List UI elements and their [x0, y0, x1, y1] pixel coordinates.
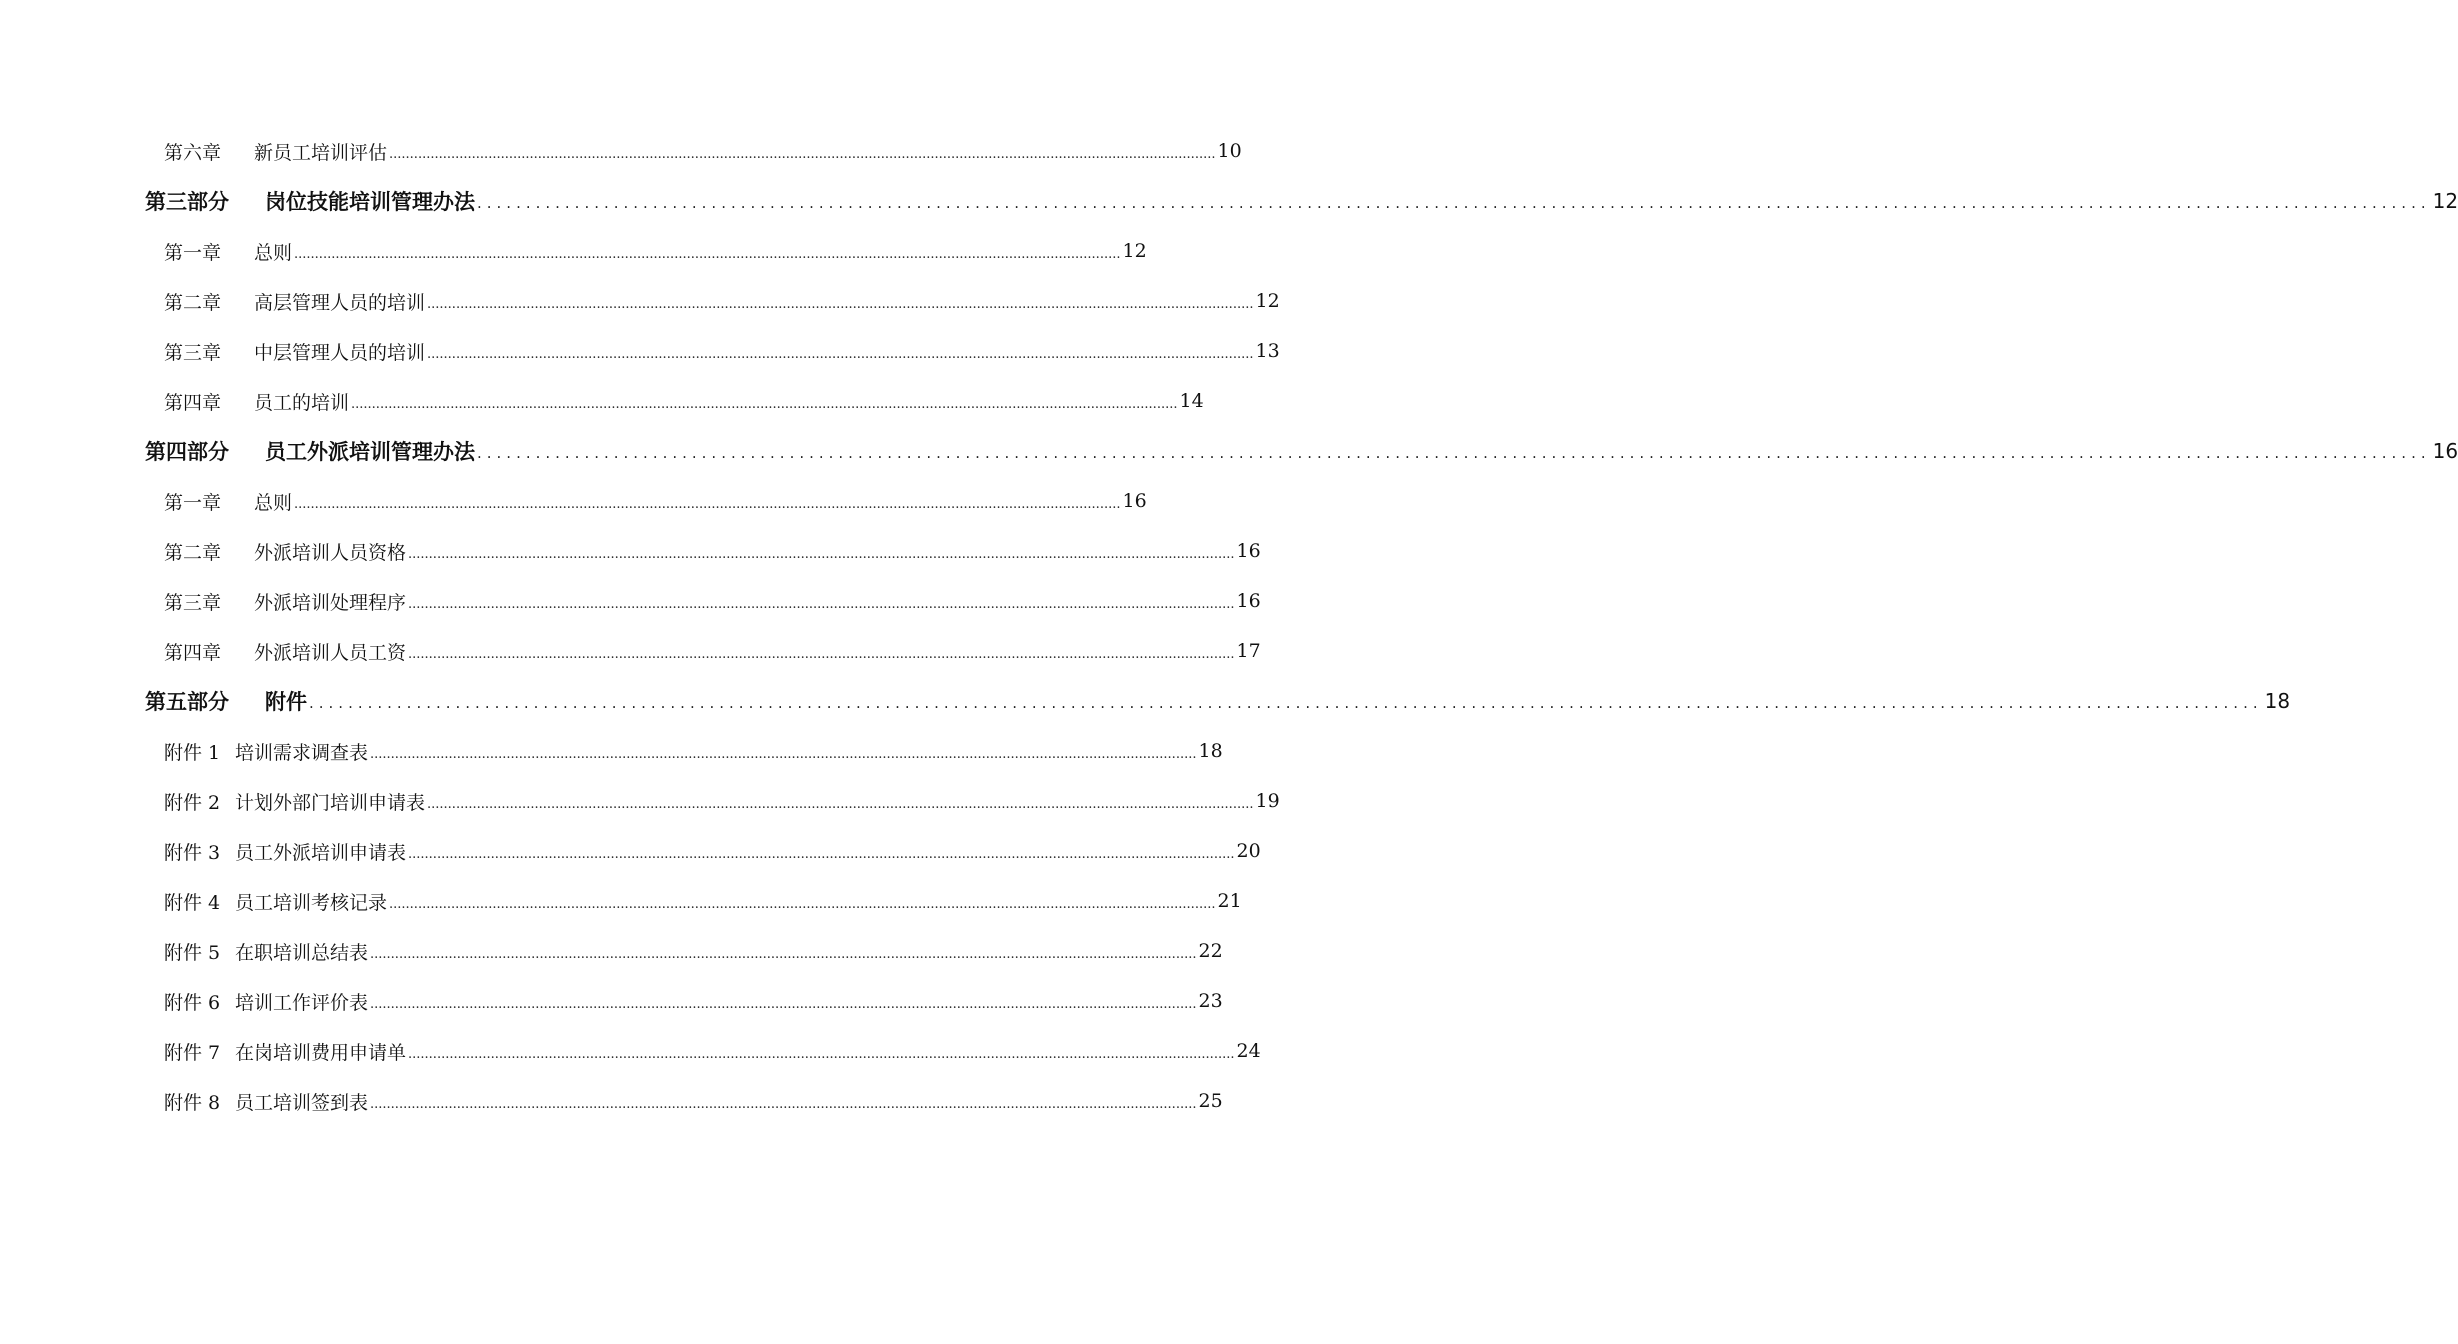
toc-entry-prefix: 第一章 [164, 491, 222, 514]
toc-entry-title: 岗位技能培训管理办法 [265, 190, 475, 214]
toc-entry-chapter[interactable] [164, 276, 1280, 326]
toc-entry-part[interactable] [145, 676, 2291, 726]
toc-entry-title: 总则 [254, 491, 293, 514]
toc-entry-appendix[interactable] [164, 826, 1261, 876]
toc-entry-page-number: 16 [1236, 590, 1261, 612]
toc-entry-part[interactable] [145, 426, 2458, 476]
dot-leader: ........................................................................................................................................................................................................ [370, 996, 1197, 1012]
dot-leader: ........................................................................................................................................................................................................ [294, 496, 1121, 512]
toc-entry-prefix: 第五部分 [145, 690, 229, 714]
toc-entry-prefix: 附件 1 [164, 741, 221, 764]
dot-leader: ........................................................................................................................................................................................................ [427, 796, 1254, 812]
dot-leader: ........................................................................................................................................................................................................ [477, 194, 2431, 212]
toc-entry-prefix: 附件 4 [164, 891, 221, 914]
toc-entry-prefix: 附件 2 [164, 791, 221, 814]
toc-entry-title: 员工培训签到表 [235, 1091, 369, 1114]
toc-entry-prefix: 第三章 [164, 591, 222, 614]
toc-entry-page-number: 22 [1198, 940, 1223, 962]
dot-leader: ........................................................................................................................................................................................................ [370, 746, 1197, 762]
toc-entry-page-number: 21 [1217, 890, 1242, 912]
toc-entry-page-number: 10 [1217, 140, 1242, 162]
dot-leader: ........................................................................................................................................................................................................ [427, 346, 1254, 362]
toc-entry-title: 员工外派培训管理办法 [265, 440, 475, 464]
toc-entry-prefix: 附件 6 [164, 991, 221, 1014]
dot-leader: ........................................................................................................................................................................................................ [389, 896, 1216, 912]
toc-entry-page-number: 12 [1122, 240, 1147, 262]
toc-entry-appendix[interactable] [164, 1076, 1223, 1126]
toc-entry-title: 员工培训考核记录 [235, 891, 388, 914]
toc-entry-prefix: 附件 3 [164, 841, 221, 864]
toc-entry-title: 员工外派培训申请表 [235, 841, 407, 864]
toc-entry-prefix: 第三章 [164, 341, 222, 364]
dot-leader: ........................................................................................................................................................................................................ [408, 596, 1235, 612]
toc-entry-title: 外派培训人员资格 [254, 541, 407, 564]
toc-entry-title: 高层管理人员的培训 [254, 291, 426, 314]
dot-leader: ........................................................................................................................................................................................................ [427, 296, 1254, 312]
toc-entry-page-number: 14 [1179, 390, 1204, 412]
toc-entry-title: 中层管理人员的培训 [254, 341, 426, 364]
toc-entry-prefix: 第二章 [164, 541, 222, 564]
toc-entry-page-number: 20 [1236, 840, 1261, 862]
toc-entry-page-number: 12 [2432, 189, 2458, 213]
dot-leader: ........................................................................................................................................................................................................ [408, 846, 1235, 862]
toc-entry-appendix[interactable] [164, 776, 1280, 826]
toc-entry-appendix[interactable] [164, 1026, 1261, 1076]
toc-entry-appendix[interactable] [164, 976, 1223, 1026]
toc-entry-page-number: 19 [1255, 790, 1280, 812]
toc-entry-page-number: 12 [1255, 290, 1280, 312]
toc-entry-title: 外派培训人员工资 [254, 641, 407, 664]
dot-leader: ........................................................................................................................................................................................................ [370, 946, 1197, 962]
toc-entry-title: 在岗培训费用申请单 [235, 1041, 407, 1064]
toc-entry-prefix: 第四章 [164, 391, 222, 414]
toc-entry-title: 附件 [265, 690, 307, 714]
dot-leader: ........................................................................................................................................................................................................ [294, 246, 1121, 262]
toc-entry-prefix: 第一章 [164, 241, 222, 264]
toc-entry-prefix: 第三部分 [145, 190, 229, 214]
toc-entry-prefix: 附件 8 [164, 1091, 221, 1114]
toc-entry-page-number: 25 [1198, 1090, 1223, 1112]
toc-entry-chapter[interactable] [164, 326, 1280, 376]
toc-entry-prefix: 第四部分 [145, 440, 229, 464]
toc-entry-prefix: 第二章 [164, 291, 222, 314]
toc-entry-appendix[interactable] [164, 926, 1223, 976]
dot-leader: ........................................................................................................................................................................................................ [309, 694, 2263, 712]
toc-entry-appendix[interactable] [164, 726, 1223, 776]
toc-entry-chapter[interactable] [164, 126, 1242, 176]
toc-entry-page-number: 13 [1255, 340, 1280, 362]
toc-entry-prefix: 附件 7 [164, 1041, 221, 1064]
toc-entry-prefix: 第六章 [164, 141, 222, 164]
toc-entry-chapter[interactable] [164, 376, 1204, 426]
dot-leader: ........................................................................................................................................................................................................ [389, 146, 1216, 162]
dot-leader: ........................................................................................................................................................................................................ [408, 546, 1235, 562]
toc-entry-page-number: 24 [1236, 1040, 1261, 1062]
toc-entry-page-number: 16 [1236, 540, 1261, 562]
toc-entry-page-number: 23 [1198, 990, 1223, 1012]
toc-entry-page-number: 16 [2432, 439, 2458, 463]
toc-entry-appendix[interactable] [164, 876, 1242, 926]
dot-leader: ........................................................................................................................................................................................................ [477, 444, 2431, 462]
toc-entry-part[interactable] [145, 176, 2458, 226]
toc-entry-page-number: 18 [2264, 689, 2291, 713]
toc-entry-title: 在职培训总结表 [235, 941, 369, 964]
toc-entry-title: 总则 [254, 241, 293, 264]
toc-entry-chapter[interactable] [164, 526, 1261, 576]
toc-entry-title: 培训工作评价表 [235, 991, 369, 1014]
dot-leader: ........................................................................................................................................................................................................ [408, 1046, 1235, 1062]
toc-entry-page-number: 17 [1236, 640, 1261, 662]
toc-entry-chapter[interactable] [164, 226, 1147, 276]
toc-entry-title: 计划外部门培训申请表 [235, 791, 426, 814]
toc-entry-title: 外派培训处理程序 [254, 591, 407, 614]
dot-leader: ........................................................................................................................................................................................................ [408, 646, 1235, 662]
toc-entry-page-number: 16 [1122, 490, 1147, 512]
toc-entry-prefix: 附件 5 [164, 941, 221, 964]
toc-entry-page-number: 18 [1198, 740, 1223, 762]
dot-leader: ........................................................................................................................................................................................................ [370, 1096, 1197, 1112]
dot-leader: ........................................................................................................................................................................................................ [351, 396, 1178, 412]
toc-entry-title: 员工的培训 [254, 391, 350, 414]
toc-entry-title: 培训需求调查表 [235, 741, 369, 764]
toc-entry-chapter[interactable] [164, 626, 1261, 676]
toc-entry-chapter[interactable] [164, 476, 1147, 526]
toc-entry-chapter[interactable] [164, 576, 1261, 626]
toc-entry-title: 新员工培训评估 [254, 141, 388, 164]
toc-entry-prefix: 第四章 [164, 641, 222, 664]
